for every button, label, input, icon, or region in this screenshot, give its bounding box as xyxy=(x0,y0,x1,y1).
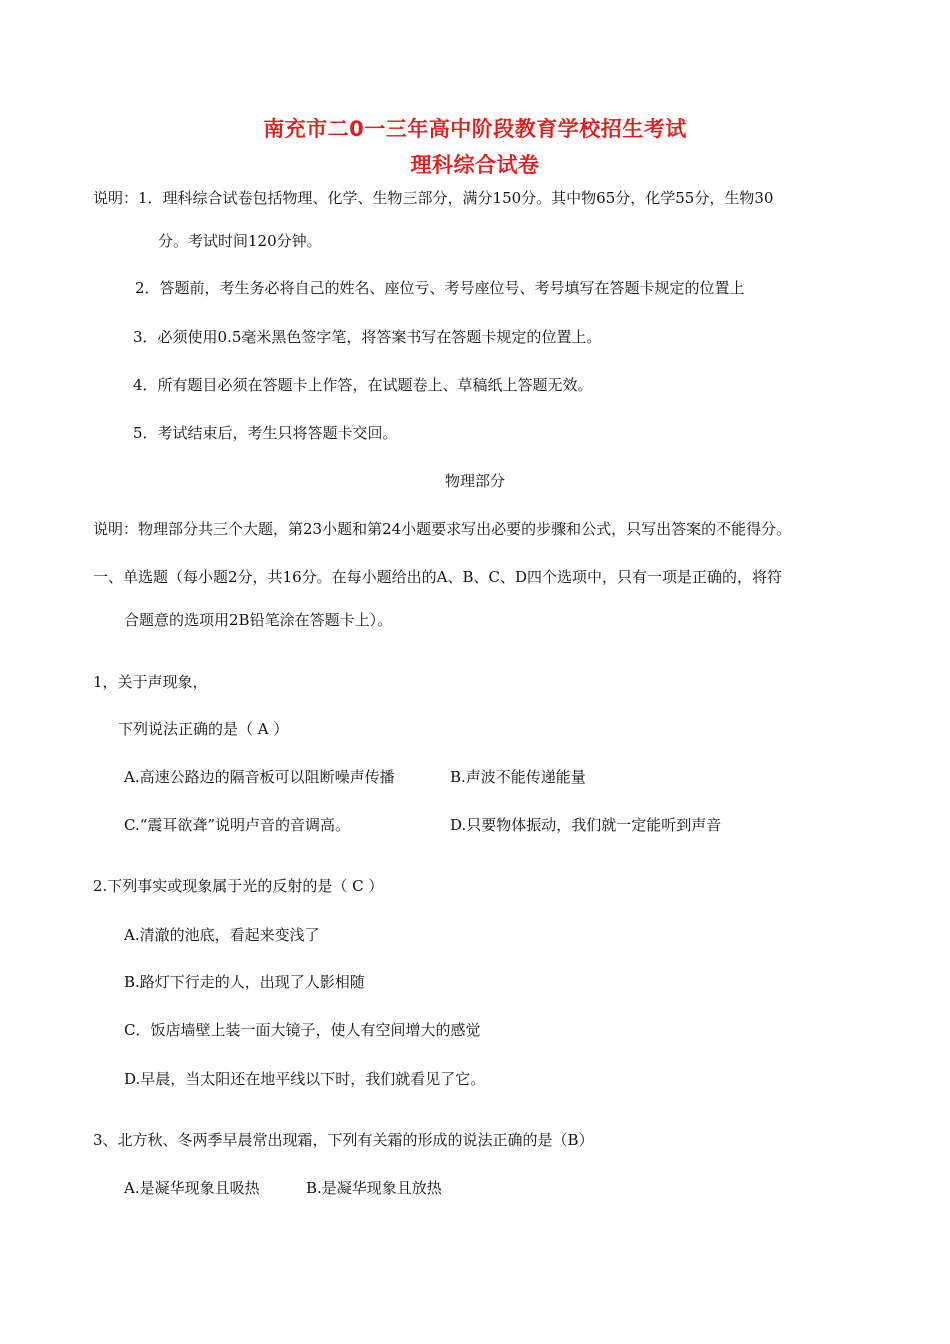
instruction-item-3: 3．必须使用0.5毫米黑色签字笔，将答案书写在答题卡规定的位置上。 xyxy=(133,328,602,346)
question-3-option-a: A.是凝华现象且吸热 xyxy=(124,1179,260,1197)
exam-subtitle: 理科综合试卷 xyxy=(410,153,540,177)
physics-section-title: 物理部分 xyxy=(444,472,505,490)
question-1-stem: 1，关于声现象， xyxy=(93,673,208,691)
question-2-option-d: D.早晨，当太阳还在地平线以下时，我们就看见了它。 xyxy=(124,1070,486,1088)
question-1-option-d: D.只要物体振动，我们就一定能听到声音 xyxy=(450,816,722,834)
question-2-option-b: B.路灯下行走的人，出现了人影相随 xyxy=(124,973,365,991)
question-2-stem: 2.下列事实或现象属于光的反射的是（ C ） xyxy=(93,877,384,895)
question-3-option-b: B.是凝华现象且放热 xyxy=(306,1179,442,1197)
question-1-option-a: A.高速公路边的隔音板可以阻断噪声传播 xyxy=(124,768,395,786)
part1-heading: 一、单选题（每小题2分，共16分。在每小题给出的A、B、C、D四个选项中，只有一项是正确的，将符 xyxy=(93,568,782,586)
question-1-option-c: C.“震耳欲聋”说明卢音的音调高。 xyxy=(124,816,351,834)
instruction-item-2: 2．答题前，考生务必将自己的姓名、座位亏、考号座位号、考号填写在答题卡规定的位置上 xyxy=(135,279,745,297)
instruction-item-5: 5．考试结束后，考生只将答题卡交回。 xyxy=(133,424,398,442)
instruction-line-1-cont: 分。考试时间120分钟。 xyxy=(158,232,322,250)
question-2-option-a: A.清澈的池底，看起来变浅了 xyxy=(124,926,320,944)
instruction-line-1: 说明：1．理科综合试卷包括物理、化学、生物三部分，满分150分。其中物65分，化学55分，生物30 xyxy=(93,189,774,207)
exam-title: 南充市二0一三年高中阶段教育学校招生考试 xyxy=(263,117,687,141)
part1-heading-cont: 合题意的选项用2B铅笔涂在答题卡上）。 xyxy=(124,611,393,629)
question-3-stem: 3、北方秋、冬两季早晨常出现霜，下列有关霜的形成的说法正确的是（B） xyxy=(93,1131,594,1149)
physics-note: 说明：物理部分共三个大题，第23小题和第24小题要求写出必要的步骤和公式，只写出答案的不能得分。 xyxy=(93,520,792,538)
question-1-stem-2: 下列说法正确的是（ A ） xyxy=(118,720,289,738)
instruction-item-4: 4．所有题目必须在答题卡上作答，在试题卷上、草稿纸上答题无效。 xyxy=(133,376,593,394)
question-1-option-b: B.声波不能传递能量 xyxy=(450,768,586,786)
question-2-option-c: C．饭店墙壁上装一面大镜子，使人有空间增大的感觉 xyxy=(124,1021,481,1039)
